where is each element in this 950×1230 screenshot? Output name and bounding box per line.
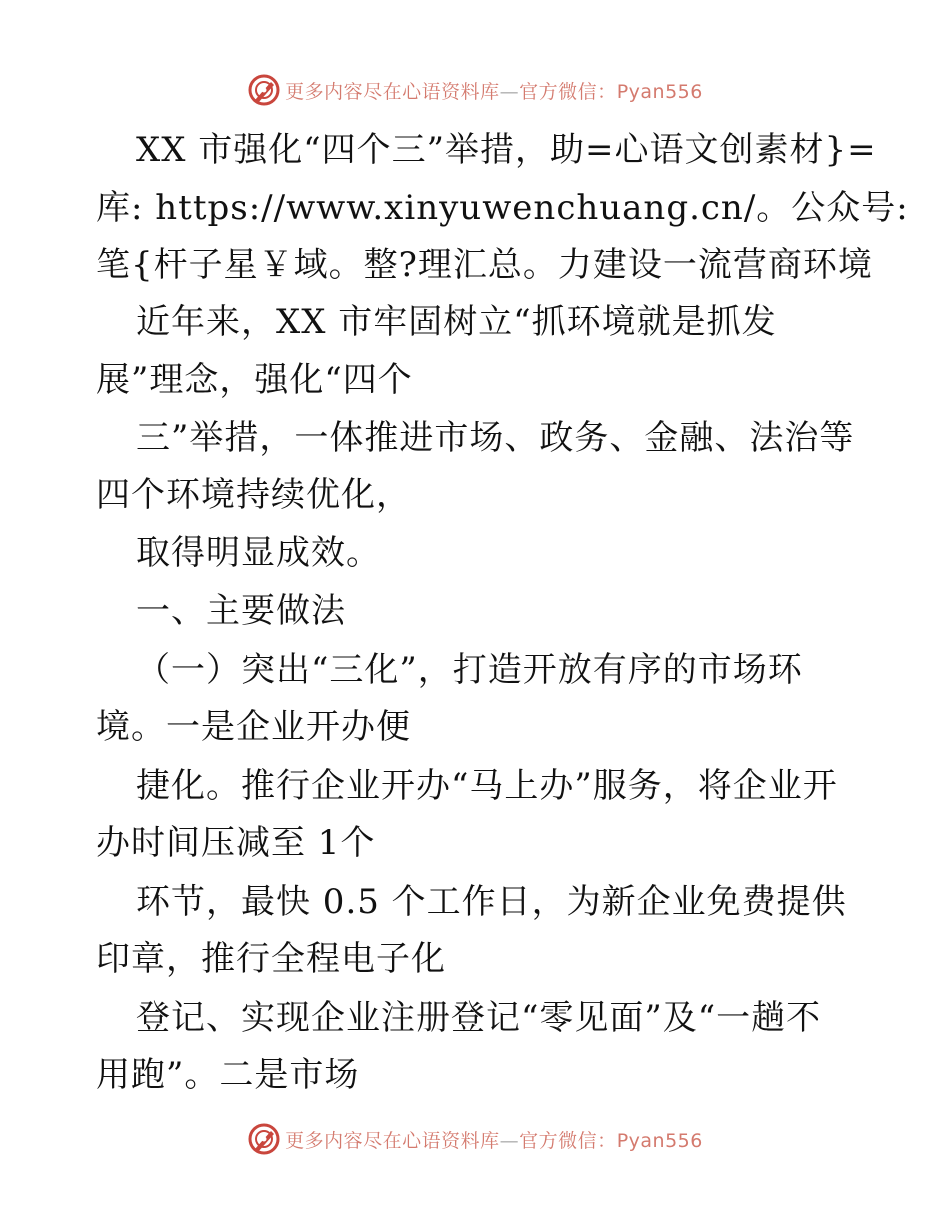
- doc-line-6: 三”举措，一体推进市场、政务、金融、法治等: [136, 418, 855, 458]
- header-separator: —: [499, 80, 520, 103]
- doc-line-4: 近年来，XX 市牢固树立“抓环境就是抓发: [136, 302, 777, 342]
- footer-wechat-account: Pyan556: [616, 1129, 703, 1152]
- doc-line-2: 库: https://www.xinyuwenchuang.cn/。公众号:: [96, 188, 909, 228]
- footer-banner: [0, 1119, 950, 1159]
- doc-line-16: 登记、实现企业注册登记“零见面”及“一趟不: [136, 998, 822, 1038]
- doc-line-15: 印章，推行全程电子化: [96, 939, 446, 979]
- doc-line-11: 境。一是企业开办便: [96, 707, 411, 747]
- doc-line-3: 笔{杆子星￥域。整?理汇总。力建设一流营商环境: [96, 245, 873, 285]
- doc-line-14: 环节，最快 0.5 个工作日，为新企业免费提供: [136, 882, 847, 922]
- footer-separator: —: [499, 1129, 520, 1152]
- footer-wechat-label: 官方微信：: [519, 1129, 617, 1152]
- header-banner: [0, 70, 950, 110]
- doc-line-8: 取得明显成效。: [136, 533, 381, 573]
- header-banner-text: [285, 77, 703, 104]
- doc-line-5: 展”理念，强化“四个: [96, 360, 413, 400]
- section-heading: 一、主要做法: [136, 591, 346, 631]
- doc-line-10: （一）突出“三化”，打造开放有序的市场环: [136, 650, 803, 690]
- header-wechat-account: Pyan556: [616, 80, 703, 103]
- footer-brand-text: 更多内容尽在心语资料库: [285, 1129, 500, 1152]
- brand-logo-icon: [247, 1122, 281, 1156]
- doc-line-12: 捷化。推行企业开办“马上办”服务，将企业开: [136, 766, 838, 806]
- doc-line-7: 四个环境持续优化，: [96, 475, 411, 515]
- brand-logo-icon: [247, 73, 281, 107]
- footer-banner-text: [285, 1126, 703, 1153]
- doc-line-1: XX 市强化“四个三”举措，助=心语文创素材}=: [136, 130, 877, 170]
- header-brand-text: 更多内容尽在心语资料库: [285, 80, 500, 103]
- doc-line-13: 办时间压减至 1个: [96, 823, 376, 863]
- header-wechat-label: 官方微信：: [519, 80, 617, 103]
- doc-line-17: 用跑”。二是市场: [96, 1055, 360, 1095]
